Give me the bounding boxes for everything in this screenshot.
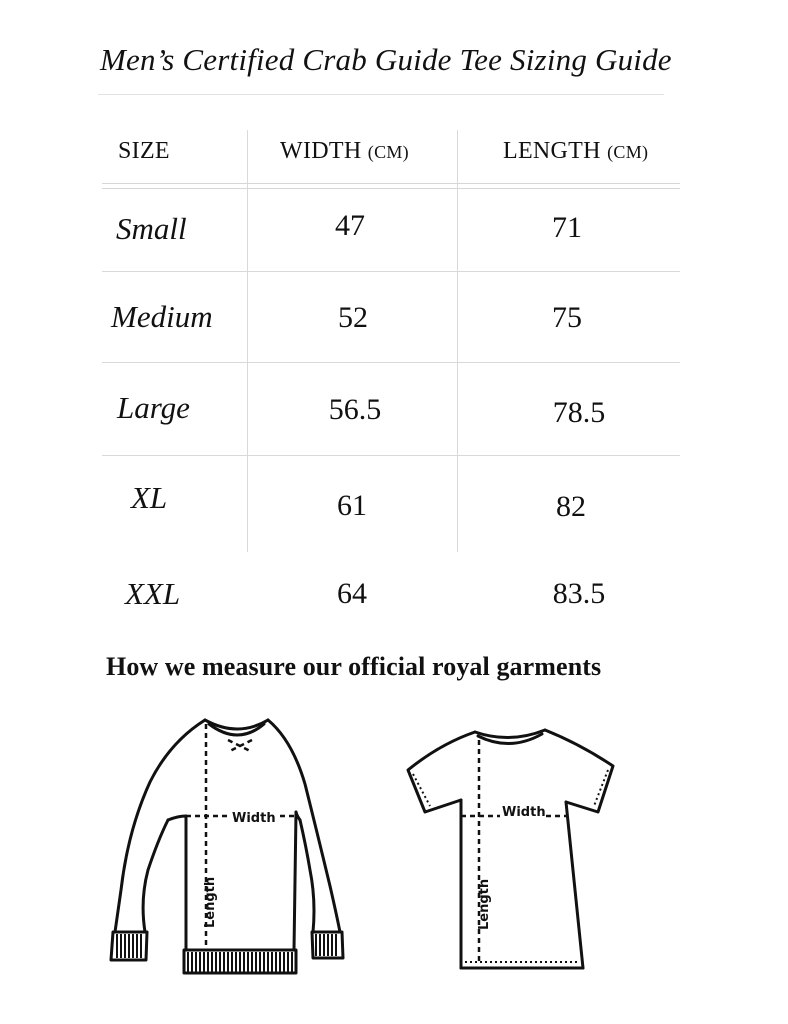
header-length-label: LENGTH: [503, 138, 601, 164]
header-size: SIZE: [118, 138, 170, 164]
length-cell-small: 71: [552, 211, 582, 244]
row-divider: [102, 362, 680, 363]
width-cell-xl: 61: [337, 489, 367, 522]
row-divider: [102, 455, 680, 456]
size-cell-small: Small: [116, 211, 187, 246]
length-cell-xl: 82: [556, 490, 586, 523]
length-cell-medium: 75: [552, 301, 582, 334]
size-cell-large: Large: [117, 390, 190, 425]
length-cell-large: 78.5: [552, 396, 606, 429]
size-cell-xxl: XXL: [125, 576, 181, 611]
sweater-width-label: Width: [232, 811, 276, 826]
row-divider: [102, 271, 680, 272]
header-divider-bottom: [102, 188, 680, 189]
sweater-ribbing: [117, 934, 336, 972]
column-divider-2: [457, 130, 458, 552]
size-cell-medium: Medium: [111, 299, 213, 334]
tee-length-label: Length: [477, 878, 492, 930]
header-width-label: WIDTH: [280, 138, 362, 164]
header-width-unit: (CM): [367, 142, 409, 162]
sizing-guide-title: Men’s Certified Crab Guide Tee Sizing Guide: [100, 42, 672, 77]
header-length: [503, 138, 648, 165]
title-divider: [98, 94, 664, 95]
width-cell-medium: 52: [338, 301, 368, 334]
size-cell-xl: XL: [131, 480, 168, 515]
measure-heading: How we measure our official royal garments: [106, 652, 602, 681]
tee-width-label: Width: [502, 805, 546, 820]
tee-drawing: [408, 730, 613, 968]
sweater-length-label: Length: [203, 876, 218, 928]
width-cell-small: 47: [335, 209, 365, 242]
width-cell-xxl: 64: [337, 577, 367, 610]
length-cell-xxl: 83.5: [552, 577, 606, 610]
garment-illustrations: [0, 700, 788, 1024]
header-divider-top: [102, 183, 680, 184]
header-length-unit: (CM): [607, 142, 649, 162]
width-cell-large: 56.5: [328, 393, 382, 426]
column-divider-1: [247, 130, 248, 552]
sweater-drawing: [111, 720, 343, 973]
header-width: [280, 138, 409, 165]
